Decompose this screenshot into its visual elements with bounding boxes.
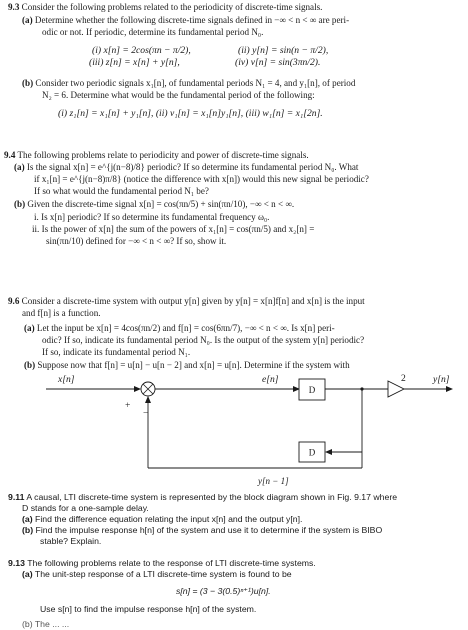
problem-9-11-intro-line-1 (8, 492, 397, 503)
part-label: (b) (22, 78, 34, 88)
gain-label: 2 (401, 373, 406, 384)
part-label: (a) (24, 323, 35, 333)
block-diagram (0, 367, 468, 487)
part-text: Consider two periodic signals x₁[n], of fundamental periods N₁ = 4, and y₁[n], of period (35, 78, 356, 88)
step-response-equation: s[n] = (3 − 3(0.5)ⁿ⁺¹)u[n]. (176, 586, 271, 596)
input-label: x[n] (58, 374, 75, 385)
problem-text: Consider the following problems related to the periodicity of discrete-time signals. (21, 2, 323, 12)
equation-i: (i) x[n] = 2cos(πn − π/2), (92, 45, 191, 56)
problem-9-11-intro-line-2: D stands for a one-sample delay. (22, 503, 149, 513)
part-a-line-2: odic or not. If periodic, determine its fundamental period N₀. (42, 27, 264, 37)
equation-iv: (iv) v[n] = sin(3πn/2). (235, 57, 321, 68)
part-text: Find the difference equation relating the input x[n] and the output y[n]. (35, 514, 303, 524)
part-label: (b) (14, 199, 26, 209)
part-b-cutoff: (b) The ... ... (22, 619, 70, 629)
part-label: (a) (22, 569, 33, 579)
part-a-line-3: If so, indicate its fundamental period N₁. (42, 347, 191, 357)
problem-number: 9.4 (4, 150, 16, 160)
part-label: (b) (24, 360, 36, 370)
delay-block-top (299, 379, 325, 400)
problem-9-6-intro-line-1 (8, 296, 365, 307)
part-a-line-2: if x₁[n] = e^{j(n−8)π/8} (notice the difference with x[n]) would this new signal be periodic? (34, 174, 369, 184)
problem-9-6-intro-line-2: and f[n] is a function. (22, 308, 101, 318)
equation-ii: (ii) y[n] = sin(n − π/2), (238, 45, 329, 56)
part-label: (a) (22, 514, 33, 524)
subpart-text: Is the power of x[n] the sum of the powers of x₁[n] = cos(πn/5) and x₂[n] = (41, 224, 315, 234)
part-b-line-2: N₂ = 6. Determine what would be the fundamental period of the following: (42, 90, 315, 100)
subpart-ii-line-2: sin(πn/10) defined for −∞ < n < ∞? If so, show it. (46, 236, 227, 246)
error-label: e[n] (262, 374, 279, 385)
problem-text: Consider a discrete-time system with output y[n] given by y[n] = x[n]f[n] and x[n] is the input (21, 296, 365, 306)
subpart-label: i. (34, 212, 39, 222)
part-text: Given the discrete-time signal x[n] = cos(πn/5) + sin(πn/10), −∞ < n < ∞. (27, 199, 295, 209)
part-text: The unit-step response of a LTI discrete-time system is found to be (34, 569, 292, 579)
part-a-line-2: Use s[n] to find the impulse response h[n] of the system. (40, 604, 257, 614)
part-a-line-1 (14, 162, 358, 173)
part-b-line-1 (22, 525, 382, 536)
equations-b: (i) z₁[n] = x₁[n] + y₁[n], (ii) v₁[n] = x₁[n]y₁[n], (iii) w₁[n] = x₁[2n]. (58, 108, 323, 119)
problem-9-4-intro (4, 150, 309, 161)
part-a-line-1 (22, 514, 302, 525)
output-label: y[n] (433, 374, 450, 385)
part-a-line-3: If so what would the fundamental period N₁ be? (34, 186, 209, 196)
subpart-i (34, 212, 269, 223)
equation-iii: (iii) z[n] = x[n] + y[n], (89, 57, 180, 68)
part-b-line-1 (14, 199, 294, 210)
subpart-ii-line-1 (32, 224, 314, 235)
problem-number: 9.13 (8, 558, 25, 568)
problem-text: The following problems relate to periodicity and power of discrete-time signals. (17, 150, 309, 160)
problem-9-3-intro (8, 2, 322, 13)
problem-number: 9.3 (8, 2, 20, 12)
summing-junction (141, 382, 155, 396)
part-b-line-1 (22, 78, 355, 89)
part-text: Determine whether the following discrete-time signals defined in −∞ < n < ∞ are peri- (34, 15, 350, 25)
subpart-text: Is x[n] periodic? If so determine its fundamental frequency ω₀. (41, 212, 270, 222)
plus-sign: + (125, 400, 131, 411)
part-b-line-2: stable? Explain. (40, 536, 102, 546)
part-a-line-2: odic? If so, indicate its fundamental period N₀. Is the output of the system y[n] periodic? (42, 335, 365, 345)
delay-label: D (308, 447, 316, 458)
feedback-label: y[n − 1] (258, 476, 289, 486)
part-a-line-1 (24, 323, 335, 334)
part-text: Let the input be x[n] = 4cos(πn/2) and f[n] = cos(6πn/7), −∞ < n < ∞. Is x[n] peri- (36, 323, 335, 333)
part-label: (b) (22, 525, 34, 535)
part-a-line-1 (22, 569, 292, 580)
part-text: Find the impulse response h[n] of the system and use it to determine if the system is BIBO (35, 525, 383, 535)
problem-9-13-intro (8, 558, 316, 569)
part-label: (a) (14, 162, 25, 172)
problem-text: A causal, LTI discrete-time system is represented by the block diagram shown in Fig. 9.17 where (26, 492, 398, 502)
delay-label: D (308, 385, 316, 395)
problem-number: 9.11 (8, 492, 25, 502)
part-text: Is the signal x[n] = e^{j(n−8)/8} periodic? If so determine its fundamental period N₀. What (26, 162, 359, 172)
subpart-label: ii. (32, 224, 40, 234)
part-label: (a) (22, 15, 33, 25)
part-text: Suppose now that f[n] = u[n] − u[n − 2] and x[n] = u[n]. Determine if the system with (37, 360, 350, 370)
problem-number: 9.6 (8, 296, 20, 306)
problem-text: The following problems relate to the response of LTI discrete-time systems. (27, 558, 316, 568)
minus-sign: − (143, 408, 149, 419)
delay-block-bottom (299, 442, 325, 462)
part-a-line-1 (22, 15, 349, 26)
